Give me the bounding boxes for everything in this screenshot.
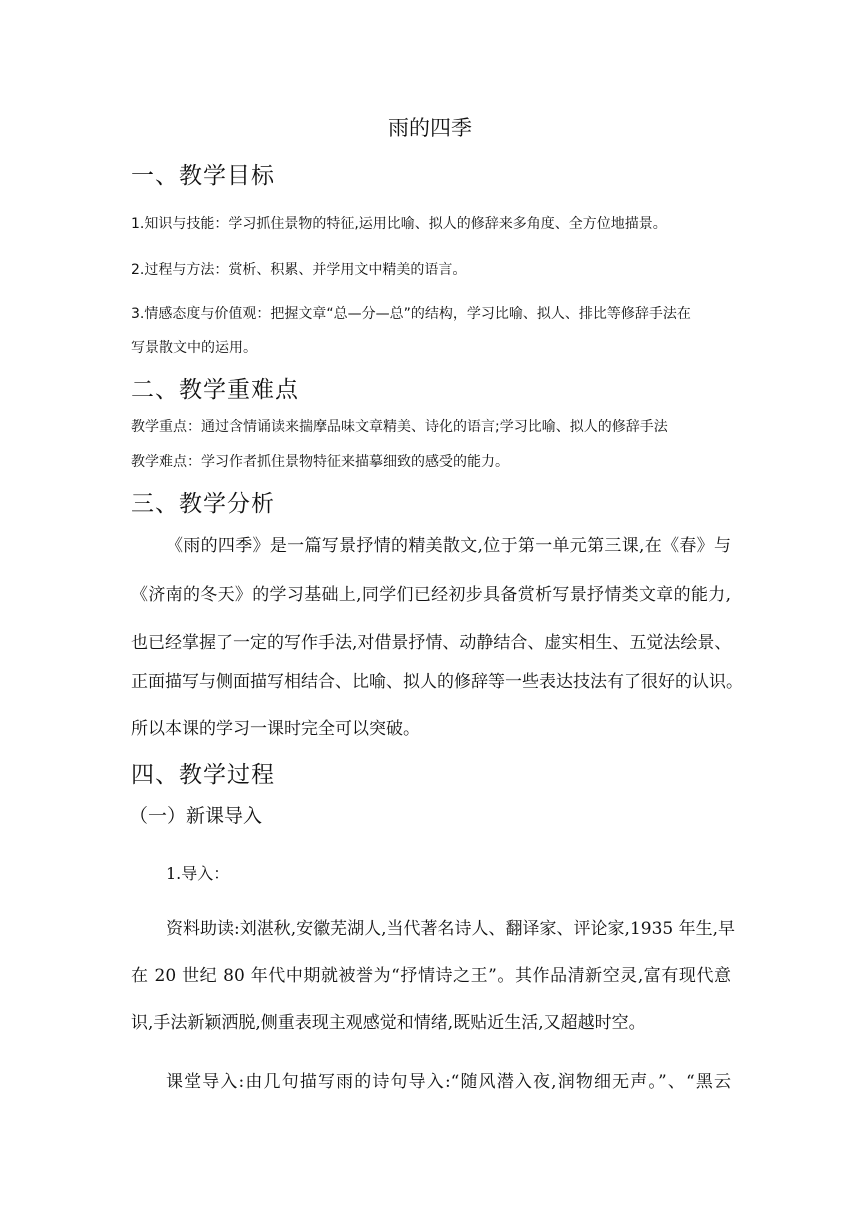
difficult-point-text: 教学难点：学习作者抓住景物特征来描摹细致的感受的能力。 xyxy=(131,454,509,470)
key-point-text: 教学重点：通过含情诵读来揣摩品味文章精美、诗化的语言;学习比喻、拟人的修辞手法 xyxy=(131,419,668,435)
goal-item-emotion-line1: 3.情感态度与价值观：把握文章“总—分—总”的结构，学习比喻、拟人、排比等修辞手法在 xyxy=(131,306,691,322)
analysis-line: 也已经掌握了一定的写作手法,对借景抒情、动静结合、虚实相生、五觉法绘景、 xyxy=(131,633,732,653)
analysis-line: 正面描写与侧面描写相结合、比喻、拟人的修辞等一些表达技法有了很好的认识。 xyxy=(131,672,743,692)
analysis-line: 《雨的四季》是一篇写景抒情的精美散文,位于第一单元第三课,在《春》与 xyxy=(166,536,731,556)
subsection-heading-lead-in: （一）新课导入 xyxy=(129,805,263,827)
section-heading-key-difficult: 二、教学重难点 xyxy=(131,377,299,403)
intro-label: 1.导入： xyxy=(166,864,230,883)
section-heading-analysis: 三、教学分析 xyxy=(131,491,275,517)
section-heading-process: 四、教学过程 xyxy=(131,762,275,788)
goal-item-emotion-line2: 写景散文中的运用。 xyxy=(131,340,257,356)
goal-item-knowledge: 1.知识与技能：学习抓住景物的特征,运用比喻、拟人的修辞来多角度、全方位地描景。 xyxy=(131,216,667,232)
reading-line: 资料助读:刘湛秋,安徽芜湖人,当代著名诗人、翻译家、评论家,1935 年生,早 xyxy=(166,919,736,939)
analysis-line: 所以本课的学习一课时完全可以突破。 xyxy=(131,719,420,739)
goal-item-process: 2.过程与方法：赏析、积累、并学用文中精美的语言。 xyxy=(131,262,467,278)
lead-in-line: 课堂导入:由几句描写雨的诗句导入:“随风潜入夜,润物细无声。”、“黑云 xyxy=(166,1072,731,1092)
document-title: 雨的四季 xyxy=(388,116,472,140)
reading-line: 在 20 世纪 80 年代中期就被誉为“抒情诗之王”。其作品清新空灵,富有现代意 xyxy=(131,966,731,986)
reading-line: 识,手法新颖洒脱,侧重表现主观感觉和情绪,既贴近生活,又超越时空。 xyxy=(131,1013,646,1033)
analysis-line: 《济南的冬天》的学习基础上,同学们已经初步具备赏析写景抒情类文章的能力, xyxy=(131,585,731,605)
section-heading-teaching-goals: 一、教学目标 xyxy=(131,163,275,189)
